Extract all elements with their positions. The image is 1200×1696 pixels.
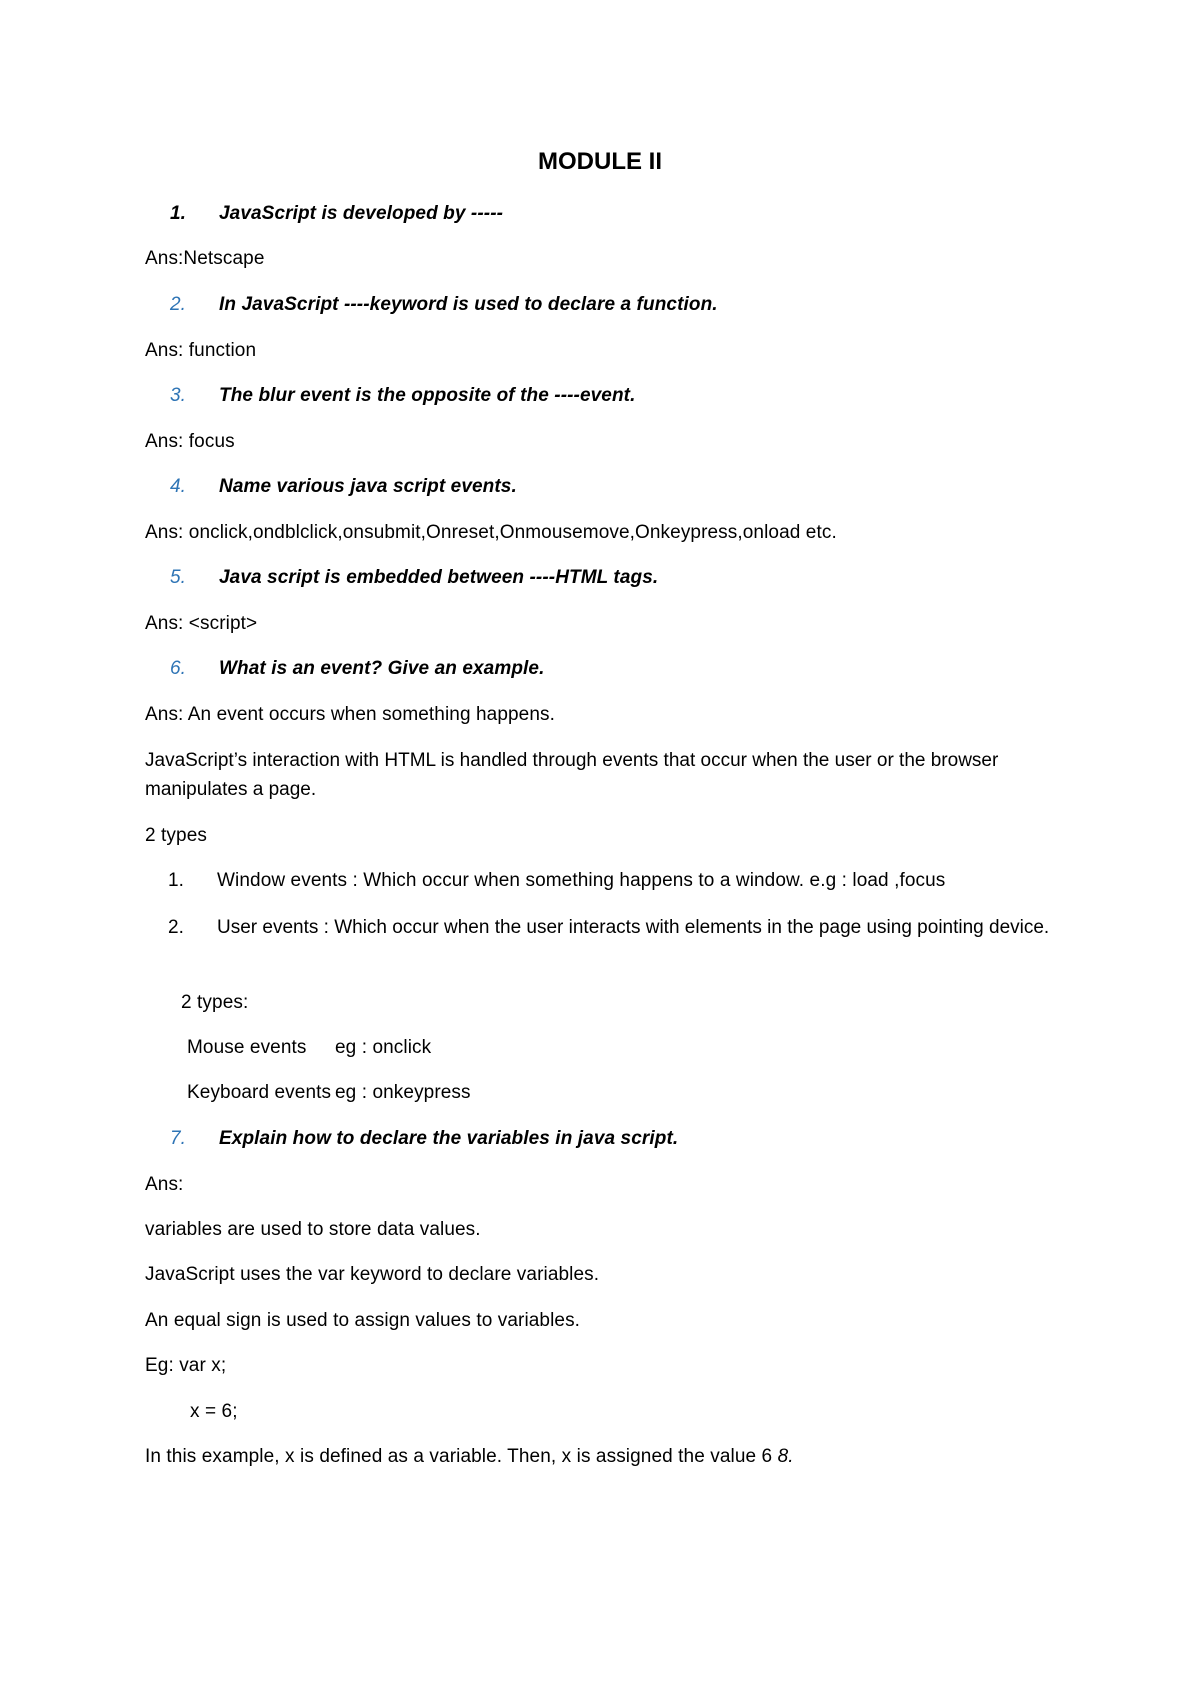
question-number: 3. bbox=[170, 385, 187, 406]
variables-line-3: An equal sign is used to assign values to variables. bbox=[145, 1310, 581, 1331]
question-number: 2. bbox=[170, 294, 187, 315]
question-number: 5. bbox=[170, 567, 187, 588]
sub-type-keyboard bbox=[187, 1079, 471, 1107]
sub-type-example: eg : onkeypress bbox=[335, 1082, 471, 1103]
question-1 bbox=[170, 200, 503, 228]
question-text: Name various java script events. bbox=[219, 476, 517, 497]
answer-4: Ans: onclick,ondblclick,onsubmit,Onreset,Onmousemove,Onkeypress,onload etc. bbox=[145, 522, 837, 543]
question-7 bbox=[170, 1125, 678, 1153]
answer-3: Ans: focus bbox=[145, 431, 235, 452]
question-5 bbox=[170, 564, 658, 592]
question-text: Java script is embedded between ----HTML tags. bbox=[219, 567, 659, 588]
answer-6: Ans: An event occurs when something happens. bbox=[145, 704, 555, 725]
event-explanation: JavaScript’s interaction with HTML is handled through events that occur when the user or the browser manipulates a page. bbox=[145, 750, 999, 800]
example-line-2: x = 6; bbox=[190, 1401, 238, 1422]
question-text: In JavaScript ----keyword is used to declare a function. bbox=[219, 294, 718, 315]
question-text: JavaScript is developed by ----- bbox=[219, 203, 504, 224]
list-number: 1. bbox=[168, 870, 185, 891]
question-number: 6. bbox=[170, 658, 187, 679]
closing-text: In this example, x is defined as a variable. Then, x is assigned the value 6 bbox=[145, 1446, 773, 1467]
list-text: Window events : Which occur when something happens to a window. e.g : load ,focus bbox=[217, 870, 946, 891]
page-title: MODULE II bbox=[538, 148, 662, 175]
question-text: What is an event? Give an example. bbox=[219, 658, 545, 679]
list-text: User events : Which occur when the user interacts with elements in the page using pointing device. bbox=[217, 917, 1050, 938]
sub-type-mouse bbox=[187, 1034, 431, 1062]
answer-2: Ans: function bbox=[145, 340, 257, 361]
answer-7: Ans: bbox=[145, 1174, 184, 1195]
list-item-window-events bbox=[168, 867, 945, 895]
closing-italic-text: 8. bbox=[777, 1446, 794, 1467]
example-line-1: Eg: var x; bbox=[145, 1355, 227, 1376]
closing-line bbox=[145, 1443, 794, 1471]
answer-1: Ans:Netscape bbox=[145, 248, 265, 269]
list-item-user-events bbox=[168, 913, 1063, 942]
question-2 bbox=[170, 291, 718, 319]
question-text: The blur event is the opposite of the ----event. bbox=[219, 385, 636, 406]
question-text: Explain how to declare the variables in java script. bbox=[219, 1128, 679, 1149]
question-3 bbox=[170, 382, 636, 410]
question-number: 4. bbox=[170, 476, 187, 497]
variables-line-1: variables are used to store data values. bbox=[145, 1219, 481, 1240]
sub-type-name: Mouse events bbox=[187, 1037, 307, 1058]
sub-type-name: Keyboard events bbox=[187, 1082, 332, 1103]
sub-type-example: eg : onclick bbox=[335, 1037, 432, 1058]
question-number: 1. bbox=[170, 203, 187, 224]
question-6 bbox=[170, 655, 544, 683]
list-number: 2. bbox=[168, 917, 184, 938]
answer-5: Ans: <script> bbox=[145, 613, 258, 634]
sub-types-heading: 2 types: bbox=[181, 992, 249, 1013]
types-heading: 2 types bbox=[145, 825, 207, 846]
question-number: 7. bbox=[170, 1128, 187, 1149]
variables-line-2: JavaScript uses the var keyword to declare variables. bbox=[145, 1264, 600, 1285]
question-4 bbox=[170, 473, 517, 501]
